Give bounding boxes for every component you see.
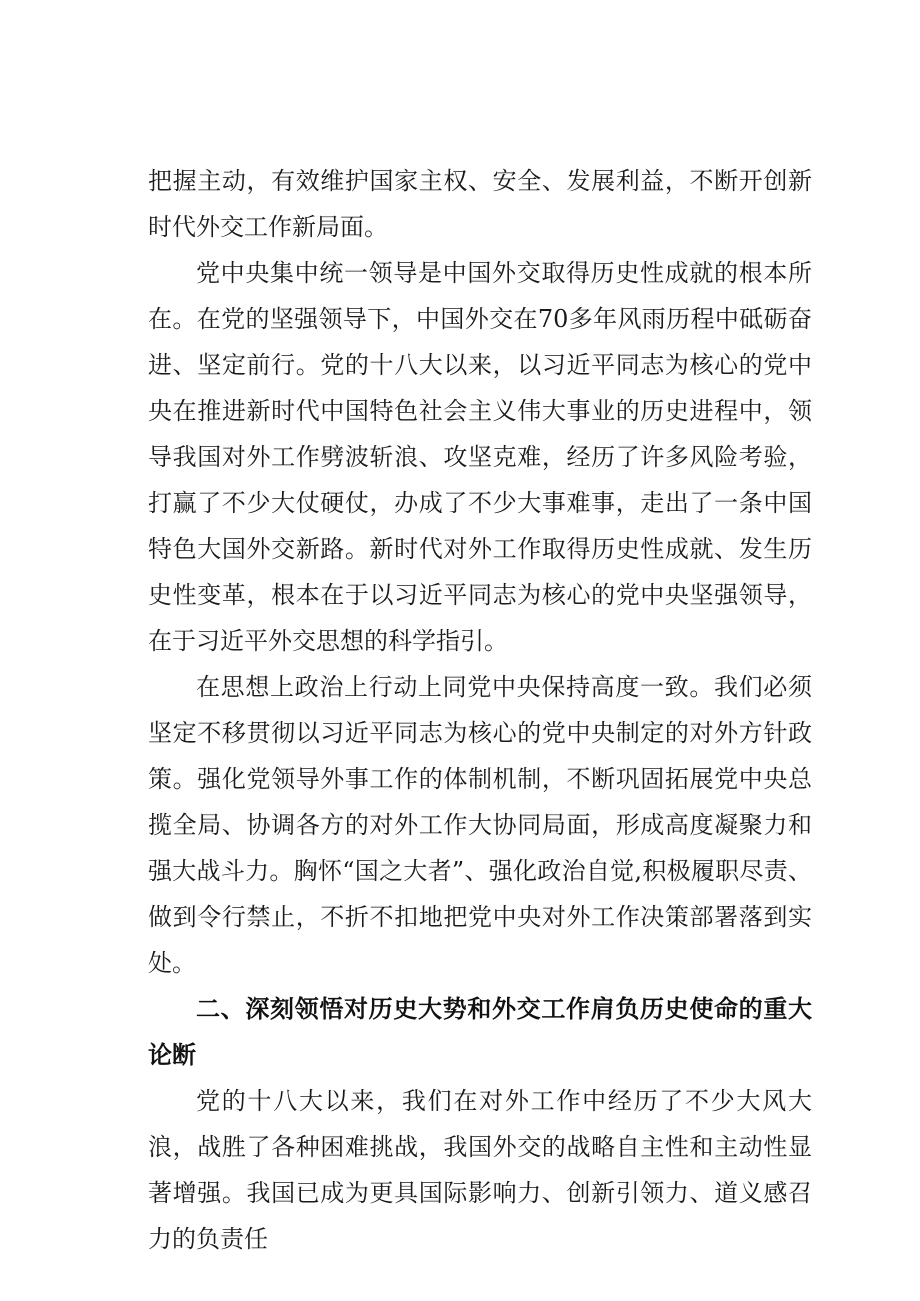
paragraph-since-18th-congress: 党的十八大以来，我们在对外工作中经历了不少大风大浪，战胜了各种困难挑战，我国外交的战略自主性和主动性显著增强。我国已成为更具国际影响力、创新引领力、道义感召力的负责任 [148, 1087, 812, 1253]
paragraph-party-leadership: 党中央集中统一领导是中国外交取得历史性成就的根本所在。在党的坚强领导下，中国外交在70多年风雨历程中砥砺奋进、坚定前行。党的十八大以来，以习近平同志为核心的党中央在推进新时代中国特色社会主义伟大事业的历史进程中，领导我国对外工作劈波斩浪、攻坚克难，经历了许多风险考验，打赢了不少大仗硬仗，办成了不少大事难事，走出了一条中国特色大国外交新路。新时代对外工作取得历史性成就、发生历史性变革，根本在于以习近平同志为核心的党中央坚强领导，在于习近平外交思想的科学指引。 [148, 259, 812, 655]
paragraph-political-alignment: 在思想上政治上行动上同党中央保持高度一致。我们必须坚定不移贯彻以习近平同志为核心的党中央制定的对外方针政策。强化党领导外事工作的体制机制，不断巩固拓展党中央总揽全局、协调各方的对外工作大协同局面，形成高度凝聚力和强大战斗力。胸怀“国之大者”、强化政治自觉,积极履职尽责、做到令行禁止，不折不扣地把党中央对外工作决策部署落到实处。 [148, 673, 812, 977]
paragraph-continued: 把握主动，有效维护国家主权、安全、发展利益，不断开创新时代外交工作新局面。 [148, 167, 812, 241]
document-body [148, 158, 812, 1262]
section-heading-two: 二、深刻领悟对历史大势和外交工作肩负历史使命的重大论断 [148, 995, 812, 1069]
